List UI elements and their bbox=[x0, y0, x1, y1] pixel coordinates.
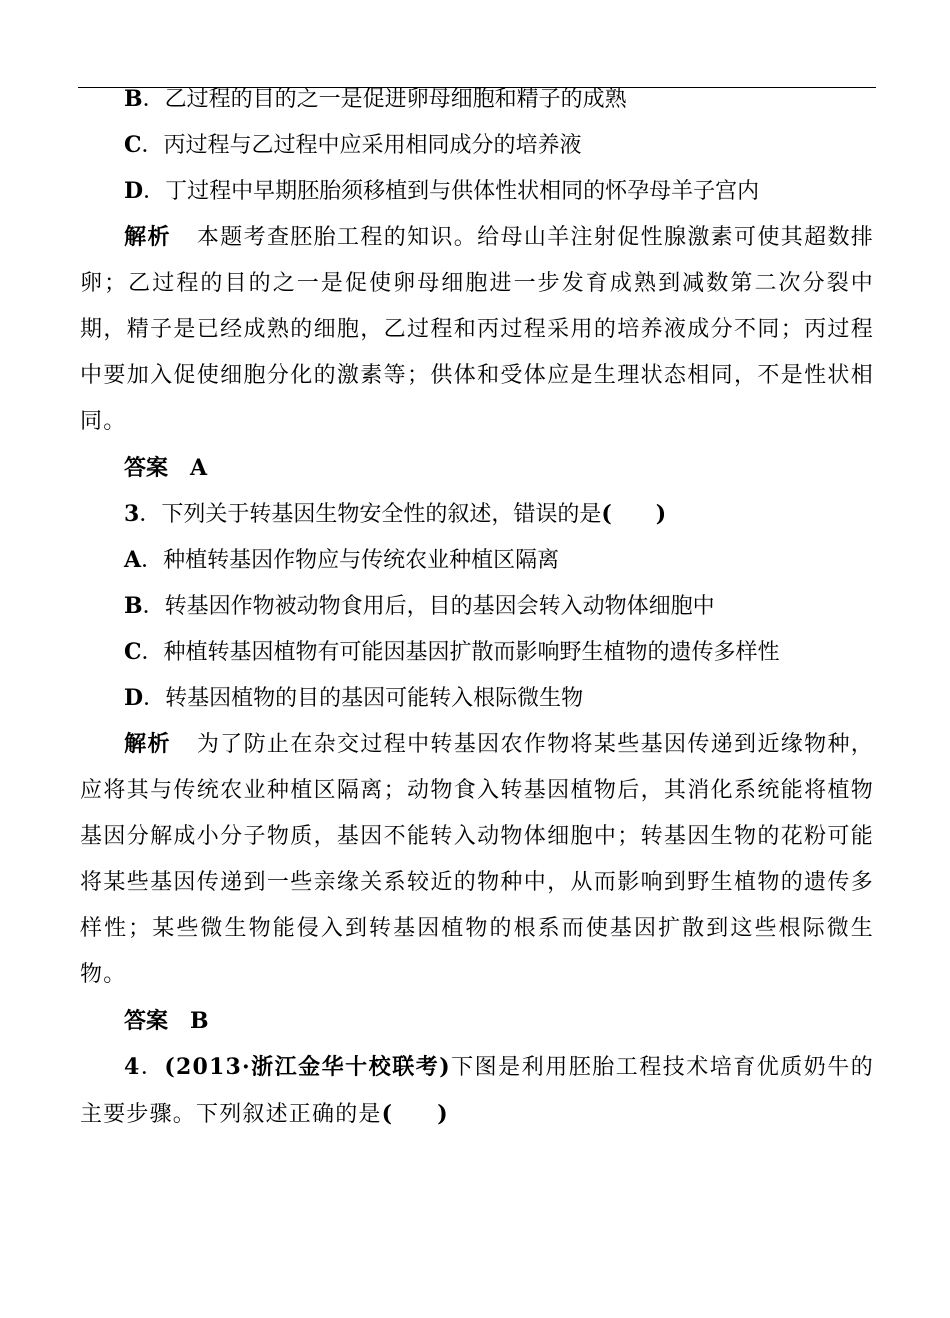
analysis-text: 为了防止在杂交过程中转基因农作物将某些基因传递到近缘物种，应将其与传统农业种植区隔离；动物食入转基因植物后，其消化系统能将植物基因分解成小分子物质，基因不能转入动物体细胞中；转基因生物的花粉可能将某些基因传递到一些亲缘关系较近的物种中，从而影响到野生植物的遗传多样性；某些微生物能侵入到转基因植物的根系而使基因扩散到这些根际微生物。 bbox=[80, 732, 874, 987]
option-text: 乙过程的目的之一是促进卵母细胞和精子的成熟 bbox=[164, 87, 627, 112]
q3-stem: 3．下列关于转基因生物安全性的叙述，错误的是( ) bbox=[124, 501, 667, 527]
q3-analysis bbox=[80, 721, 874, 998]
answer-value: B bbox=[190, 1008, 209, 1034]
q2-option-b: B．乙过程的目的之一是促进卵母细胞和精子的成熟 bbox=[124, 86, 627, 112]
q3-option-b: B．转基因作物被动物食用后，目的基因会转入动物体细胞中 bbox=[124, 593, 715, 619]
q2-answer bbox=[80, 445, 874, 491]
answer-label: 答案 bbox=[124, 1008, 169, 1034]
question-stem: 下列关于转基因生物安全性的叙述，错误的是 bbox=[161, 502, 602, 527]
paren-open: ( bbox=[381, 1101, 394, 1127]
option-text: 种植转基因植物有可能因基因扩散而影响野生植物的遗传多样性 bbox=[163, 640, 780, 665]
option-text: 转基因植物的目的基因可能转入根际微生物 bbox=[165, 686, 584, 711]
paren-open: ( bbox=[601, 501, 612, 527]
q2-option-d: D．丁过程中早期胚胎须移植到与供体性状相同的怀孕母羊子宫内 bbox=[124, 178, 760, 204]
question-source: (2013·浙江金华十校联考) bbox=[164, 1054, 451, 1080]
option-text: 丙过程与乙过程中应采用相同成分的培养液 bbox=[163, 133, 582, 158]
option-letter: D bbox=[124, 685, 144, 711]
q2-analysis bbox=[80, 214, 874, 445]
option-letter: C bbox=[124, 132, 142, 158]
question-number: 3 bbox=[124, 501, 140, 527]
option-letter: D bbox=[124, 178, 144, 204]
answer-value: A bbox=[190, 455, 208, 481]
q2-option-c: C．丙过程与乙过程中应采用相同成分的培养液 bbox=[124, 132, 582, 158]
option-text: 丁过程中早期胚胎须移植到与供体性状相同的怀孕母羊子宫内 bbox=[165, 179, 760, 204]
document-page bbox=[80, 76, 874, 1138]
analysis-label: 解析 bbox=[124, 224, 171, 250]
q3-option-c: C．种植转基因植物有可能因基因扩散而影响野生植物的遗传多样性 bbox=[124, 639, 780, 665]
option-letter: A bbox=[124, 547, 142, 573]
answer-label: 答案 bbox=[124, 455, 169, 481]
analysis-text: 本题考查胚胎工程的知识。给母山羊注射促性腺激素可使其超数排卵；乙过程的目的之一是促使卵母细胞进一步发育成熟到减数第二次分裂中期，精子是已经成熟的细胞，乙过程和丙过程采用的培养液成分不同；丙过程中要加入促使细胞分化的激素等；供体和受体应是生理状态相同，不是性状相同。 bbox=[80, 225, 874, 434]
q3-option-d: D．转基因植物的目的基因可能转入根际微生物 bbox=[124, 685, 584, 711]
option-text: 种植转基因作物应与传统农业种植区隔离 bbox=[163, 548, 560, 573]
analysis-label: 解析 bbox=[124, 731, 171, 757]
option-text: 转基因作物被动物食用后，目的基因会转入动物体细胞中 bbox=[164, 594, 715, 619]
paren-close: ) bbox=[655, 501, 667, 527]
question-stem: 下图是利用胚胎工程技术培育优质奶牛的主要步骤。下列叙述正确的是 bbox=[80, 1055, 875, 1127]
option-letter: B bbox=[124, 593, 143, 619]
option-letter: B bbox=[124, 86, 143, 112]
option-letter: C bbox=[124, 639, 142, 665]
paren-close: ) bbox=[437, 1101, 449, 1127]
q4-stem: 4．(2013·浙江金华十校联考)下图是利用胚胎工程技术培育优质奶牛的主要步骤。下列叙述正确的是( ) bbox=[80, 1054, 875, 1127]
q3-option-a: A．种植转基因作物应与传统农业种植区隔离 bbox=[124, 547, 560, 573]
q3-answer bbox=[80, 998, 874, 1044]
question-number: 4 bbox=[124, 1054, 141, 1080]
